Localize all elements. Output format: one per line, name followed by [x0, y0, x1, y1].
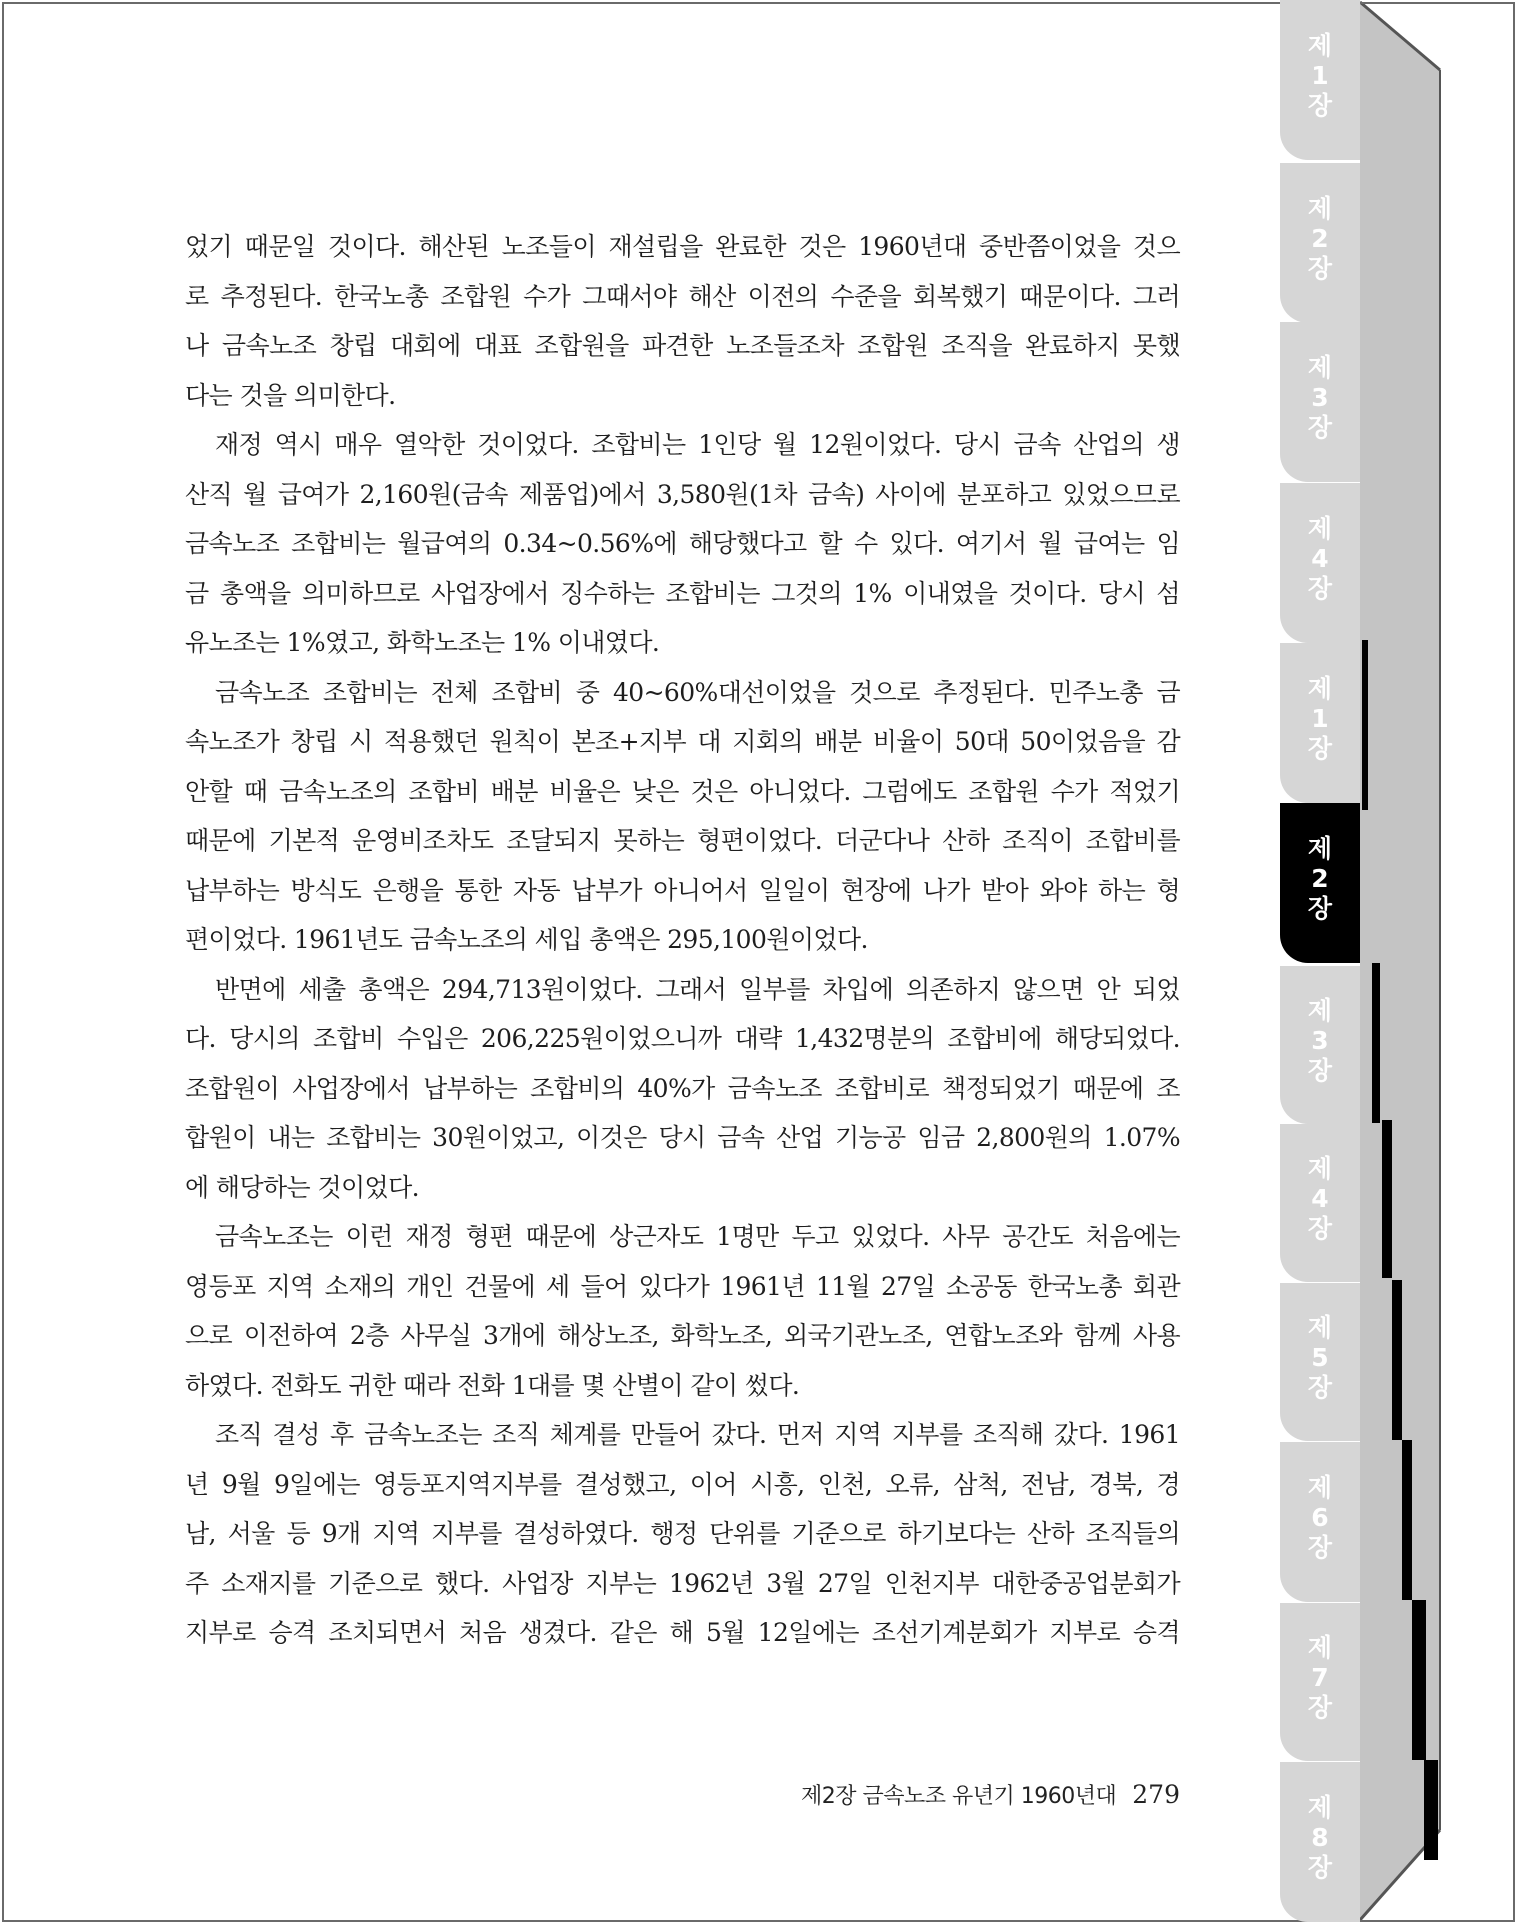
running-footer	[740, 1779, 1180, 1810]
chapter-tab-char: 제	[1307, 1793, 1333, 1822]
edge-mark	[1402, 1440, 1412, 1600]
chapter-tab-char: 5	[1311, 1343, 1329, 1372]
text-line: 었기 때문일 것이다. 해산된 노조들이 재설립을 완료한 것은 1960년대 중반쯤이었을 것으	[185, 232, 1180, 261]
text-line: 유노조는 1%였고, 화학노조는 1% 이내였다.	[185, 628, 660, 657]
text-line: 조합원이 사업장에서 납부하는 조합비의 40%가 금속노조 조합비로 책정되었기 때문에 조	[185, 1073, 1180, 1103]
text-line: 편이었다. 1961년도 금속노조의 세입 총액은 295,100원이었다.	[185, 925, 868, 954]
chapter-tab[interactable]	[1280, 643, 1360, 803]
text-line: 조직 결성 후 금속노조는 조직 체계를 만들어 갔다. 먼저 지역 지부를 조직해 갔다. 1961	[215, 1420, 1180, 1449]
chapter-tab-char: 4	[1311, 1184, 1329, 1213]
text-line: 으로 이전하여 2층 사무실 3개에 해상노조, 화학노조, 외국기관노조, 연합노조와 함께 사용	[185, 1321, 1180, 1350]
text-line: 에 해당하는 것이었다.	[185, 1172, 419, 1202]
text-line: 안할 때 금속노조의 조합비 배분 비율은 낮은 것은 아니었다. 그럼에도 조합원 수가 적었기	[185, 776, 1180, 806]
edge-mark	[1362, 640, 1368, 810]
chapter-tab-char: 제	[1307, 1633, 1333, 1662]
chapter-tab-char: 제	[1307, 353, 1333, 382]
chapter-tab[interactable]	[1280, 322, 1360, 482]
page-number: 279	[1132, 1780, 1180, 1809]
edge-mark	[1382, 1120, 1392, 1278]
chapter-tab-char: 장	[1307, 91, 1333, 120]
text-line: 금속노조는 이런 재정 형편 때문에 상근자도 1명만 두고 있었다. 사무 공간도 처음에는	[215, 1222, 1180, 1251]
chapter-tab-char: 장	[1307, 1214, 1333, 1243]
chapter-tab-char: 장	[1307, 734, 1333, 763]
text-line: 납부하는 방식도 은행을 통한 자동 납부가 아니어서 일일이 현장에 나가 받아 와야 하는 형	[185, 875, 1180, 905]
chapter-tab-char: 장	[1307, 1056, 1333, 1085]
text-line: 금 총액을 의미하므로 사업장에서 징수하는 조합비는 그것의 1% 이내였을 것이다. 당시 섬	[185, 578, 1180, 608]
chapter-tab-char: 장	[1307, 894, 1333, 923]
chapter-tab-char: 제	[1307, 996, 1333, 1025]
text-line: 다. 당시의 조합비 수입은 206,225원이었으니까 대략 1,432명분의 조합비에 해당되었다.	[185, 1024, 1180, 1053]
text-line: 속노조가 창립 시 적용했던 원칙이 본조+지부 대 지회의 배분 비율이 50대 50이었음을 감	[185, 727, 1180, 756]
book-side-face	[1360, 2, 1440, 1920]
chapter-tab-char: 제	[1307, 1313, 1333, 1342]
chapter-tab[interactable]	[1280, 163, 1360, 323]
chapter-tab-char: 제	[1307, 194, 1333, 223]
chapter-tab-char: 장	[1307, 254, 1333, 283]
chapter-tab-char: 장	[1307, 1533, 1333, 1562]
chapter-tab-char: 6	[1311, 1503, 1329, 1532]
chapter-tab-char: 장	[1307, 574, 1333, 603]
text-line: 나 금속노조 창립 대회에 대표 조합원을 파견한 노조들조차 조합원 조직을 완료하지 못했	[185, 331, 1180, 360]
chapter-tab-char: 제	[1307, 1473, 1333, 1502]
chapter-tab-char: 제	[1307, 514, 1333, 543]
text-line: 영등포 지역 소재의 개인 건물에 세 들어 있다가 1961년 11월 27일 소공동 한국노총 회관	[185, 1271, 1180, 1301]
text-line: 금속노조 조합비는 월급여의 0.34~0.56%에 해당했다고 할 수 있다. 여기서 월 급여는 임	[185, 529, 1180, 558]
text-line: 년 9월 9일에는 영등포지역지부를 결성했고, 이어 시흥, 인천, 오류, 삼척, 전남, 경북, 경	[185, 1469, 1180, 1499]
chapter-tab[interactable]	[1280, 483, 1360, 643]
chapter-tab-char: 장	[1307, 1853, 1333, 1882]
text-line: 하였다. 전화도 귀한 때라 전화 1대를 몇 산별이 같이 썼다.	[185, 1370, 800, 1400]
chapter-tab[interactable]	[1280, 1124, 1360, 1282]
edge-mark	[1412, 1600, 1426, 1760]
edge-mark	[1372, 963, 1380, 1123]
chapter-tab[interactable]	[1280, 803, 1360, 963]
text-line: 반면에 세출 총액은 294,713원이었다. 그래서 일부를 차입에 의존하지 않으면 안 되었	[215, 974, 1180, 1004]
chapter-tab-char: 제	[1307, 31, 1333, 60]
chapter-tab[interactable]	[1280, 966, 1360, 1124]
edge-mark	[1392, 1280, 1402, 1440]
text-line: 합원이 내는 조합비는 30원이었고, 이것은 당시 금속 산업 기능공 임금 2,800원의 1.07%	[185, 1123, 1180, 1152]
text-line: 재정 역시 매우 열악한 것이었다. 조합비는 1인당 월 12원이었다. 당시 금속 산업의 생	[215, 430, 1180, 459]
chapter-tab-char: 2	[1311, 864, 1329, 893]
chapter-tab-char: 2	[1311, 224, 1329, 253]
chapter-tab-char: 1	[1311, 61, 1329, 90]
chapter-tab-char: 1	[1311, 704, 1329, 733]
chapter-tab-char: 7	[1311, 1663, 1329, 1692]
chapter-tab-char: 3	[1311, 383, 1329, 412]
chapter-tab[interactable]	[1280, 1283, 1360, 1441]
footer-chapter-title: 제2장 금속노조 유년기 1960년대	[801, 1784, 1117, 1809]
text-line: 산직 월 급여가 2,160원(금속 제품업)에서 3,580원(1차 금속) 사이에 분포하고 있었으므로	[185, 479, 1180, 509]
text-line: 주 소재지를 기준으로 했다. 사업장 지부는 1962년 3월 27일 인천지부 대한중공업분회가	[185, 1568, 1180, 1598]
chapter-tab-char: 8	[1311, 1823, 1329, 1852]
text-line: 금속노조 조합비는 전체 조합비 중 40~60%대선이었을 것으로 추정된다. 민주노총 금	[215, 677, 1180, 707]
chapter-tab[interactable]	[1280, 1442, 1360, 1602]
chapter-tab-char: 제	[1307, 834, 1333, 863]
chapter-tab[interactable]	[1280, 1603, 1360, 1761]
chapter-tab-char: 제	[1307, 674, 1333, 703]
chapter-tab-char: 4	[1311, 544, 1329, 573]
chapter-tab-char: 제	[1307, 1154, 1333, 1183]
text-line: 다는 것을 의미한다.	[185, 380, 396, 410]
edge-mark	[1424, 1760, 1438, 1860]
chapter-tab-char: 장	[1307, 1373, 1333, 1402]
chapter-tab[interactable]	[1280, 0, 1360, 160]
text-line: 남, 서울 등 9개 지역 지부를 결성하였다. 행정 단위를 기준으로 하기보다는 산하 조직들의	[185, 1519, 1180, 1548]
chapter-tab-char: 장	[1307, 1693, 1333, 1722]
chapter-tab-char: 장	[1307, 413, 1333, 442]
text-line: 로 추정된다. 한국노총 조합원 수가 그때서야 해산 이전의 수준을 회복했기 때문이다. 그러	[185, 281, 1180, 311]
chapter-tab[interactable]	[1280, 1762, 1360, 1922]
body-text	[185, 222, 1180, 1658]
text-line: 지부로 승격 조치되면서 처음 생겼다. 같은 해 5월 12일에는 조선기계분회가 지부로 승격	[185, 1618, 1180, 1647]
chapter-tab-char: 3	[1311, 1026, 1329, 1055]
text-line: 때문에 기본적 운영비조차도 조달되지 못하는 형편이었다. 더군다나 산하 조직이 조합비를	[185, 826, 1180, 855]
